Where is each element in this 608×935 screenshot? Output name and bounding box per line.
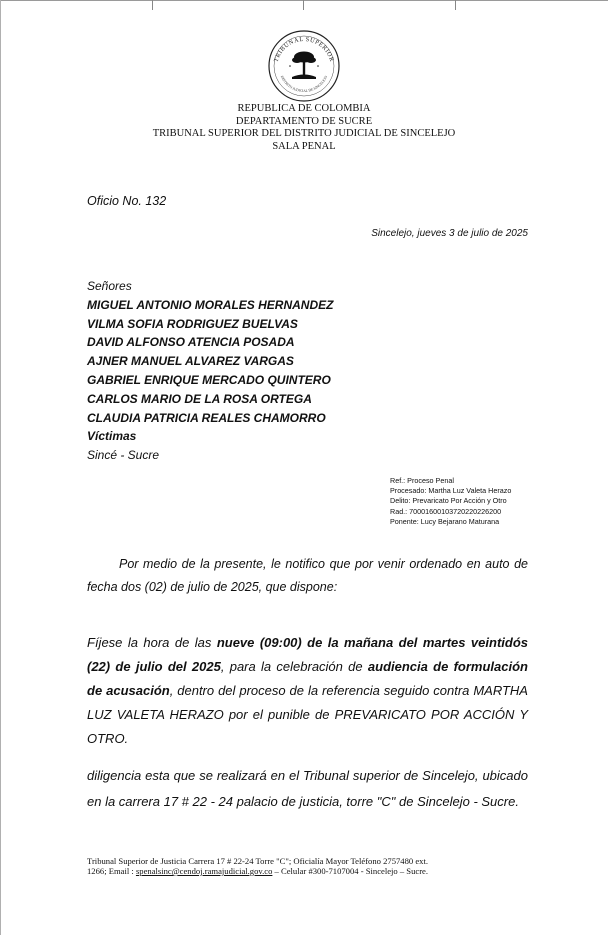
ref-ponente: Ponente: Lucy Bejarano Maturana (390, 516, 500, 526)
hearing-type: audiencia de formulación de acusación (87, 659, 528, 698)
recipient-name: VILMA SOFIA RODRIGUEZ BUELVAS (87, 316, 298, 331)
seal-bottom-text: DISTRITO JUDICIAL DE SINCELEJO (279, 75, 329, 94)
footer-address: Tribunal Superior de Justicia Carrera 17 # 22-24 Torre "C"; Oficialía Mayor Teléfono 2757480 ext. (87, 856, 428, 866)
footer-text: – Celular #300-7107004 - Sincelejo – Sucre. (272, 866, 429, 876)
recipient-name: CLAUDIA PATRICIA REALES CHAMORRO (87, 410, 326, 425)
reference-block (390, 476, 511, 527)
header-country: REPUBLICA DE COLOMBIA (237, 103, 371, 114)
header-department: DEPARTAMENTO DE SUCRE (235, 115, 373, 127)
footer-email-link[interactable]: spenalsinc@cendoj.ramajudicial.gov.co (135, 866, 273, 876)
recipient-role: Víctimas (87, 429, 137, 444)
tree-emblem-icon (289, 52, 319, 80)
ref-delito: Delito: Prevaricato Por Acción y Otro (390, 496, 507, 506)
recipient-name: GABRIEL ENRIQUE MERCADO QUINTERO (87, 372, 331, 387)
order-text: , para la celebración de (220, 659, 368, 674)
hearing-datetime: nueve (09:00) de la mañana del martes veintidós (22) de julio del 2025 (87, 635, 528, 674)
body-paragraph-location: diligencia esta que se realizará en el Tribunal superior de Sincelejo, ubicado en la carrera 17 # 22 - 24 palacio de justicia, torre "C" de Sincelejo - Sucre. (87, 768, 528, 809)
recipients-block (87, 277, 333, 465)
recipient-place: Sincé - Sucre (87, 448, 160, 463)
page-edge-mark (152, 0, 153, 10)
page-edge-mark (455, 0, 456, 10)
footer-contact (87, 856, 537, 876)
ref-radicado: Rad.: 70001600103720220226200 (390, 506, 502, 516)
header-sala: SALA PENAL (272, 140, 336, 152)
header-tribunal: TRIBUNAL SUPERIOR DEL DISTRITO JUDICIAL DE SINCELEJO (152, 128, 456, 139)
recipient-name: MIGUEL ANTONIO MORALES HERNANDEZ (87, 297, 334, 312)
recipient-name: AJNER MANUEL ALVAREZ VARGAS (87, 354, 294, 369)
footer-text: 1266; Email : (87, 866, 136, 876)
letterhead (0, 103, 608, 153)
page-edge-mark (303, 0, 304, 10)
order-text: Fíjese la hora de las (87, 635, 217, 650)
page-top-edge (0, 0, 608, 1)
seal-arc-text: TRIBUNAL SUPERIOR (272, 35, 336, 63)
ref-line: Ref.: Proceso Penal (390, 476, 454, 485)
body-paragraph-intro: Por medio de la presente, le notifico que por venir ordenado en auto de fecha dos (02) de julio de 2025, que dispone: (87, 557, 528, 594)
tribunal-seal-icon (266, 28, 342, 104)
recipient-name: DAVID ALFONSO ATENCIA POSADA (87, 335, 295, 350)
salutation: Señores (87, 279, 132, 293)
oficio-number: Oficio No. 132 (87, 194, 167, 208)
document-date: Sincelejo, jueves 3 de julio de 2025 (371, 228, 528, 239)
footer-contact-line (87, 866, 537, 876)
ref-procesado: Procesado: Martha Luz Valeta Herazo (390, 486, 512, 496)
body-paragraph-order (87, 631, 528, 751)
recipient-name: CARLOS MARIO DE LA ROSA ORTEGA (87, 391, 312, 406)
order-text: , dentro del proceso de la referencia seguido contra MARTHA LUZ VALETA HERAZO por el punible de PREVARICATO POR ACCIÓN Y OTRO. (87, 683, 528, 746)
